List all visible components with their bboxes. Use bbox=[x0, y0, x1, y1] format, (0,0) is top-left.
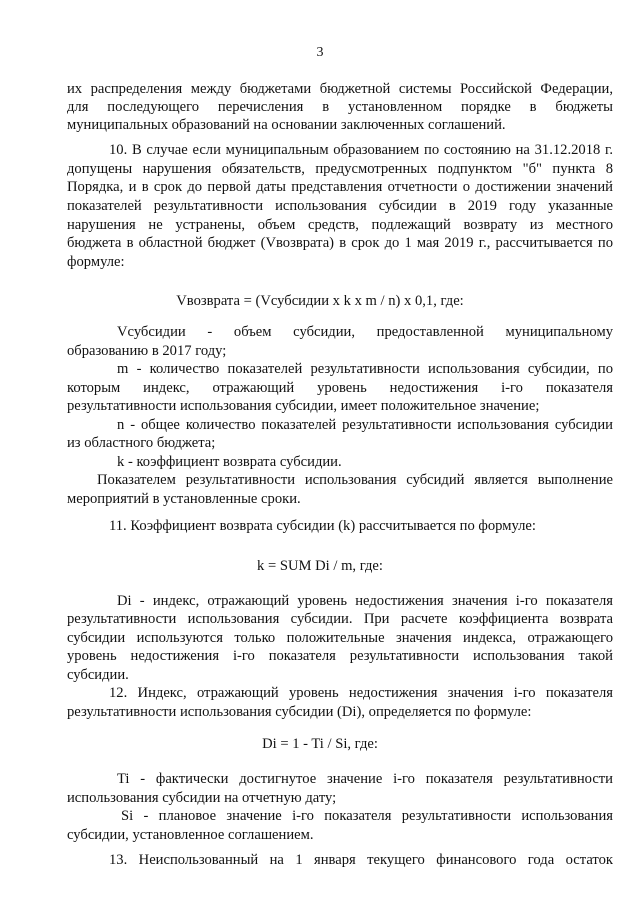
text-line: их распределения между бюджетами бюджетной системы Российской Федерации, bbox=[67, 81, 613, 97]
text-line: Si - плановое значение i-го показателя результативности использования bbox=[121, 808, 613, 824]
text-line: m - количество показателей результативности использования субсидии, по bbox=[117, 361, 613, 377]
text-line: допущены нарушения обязательств, предусмотренных подпунктом "б" пункта 8 bbox=[67, 161, 613, 177]
text-line: субсидии, установленное соглашением. bbox=[67, 827, 314, 843]
text-line: нарушения не устранены, объем средств, подлежащий возврату из местного bbox=[67, 217, 613, 233]
text-line: результативности использования субсидии. При расчете коэффициента возврата bbox=[67, 611, 613, 627]
text-line: субсидии используются только положительные значения индекса, отражающего bbox=[67, 630, 613, 646]
text-line: образованию в 2017 году; bbox=[67, 343, 227, 359]
text-line: 11. Коэффициент возврата субсидии (k) рассчитывается по формуле: bbox=[109, 518, 536, 534]
text-line: мероприятий в установленные сроки. bbox=[67, 491, 301, 507]
text-line: формуле: bbox=[67, 254, 125, 270]
text-line: Ti - фактически достигнутое значение i-го показателя результативности bbox=[117, 771, 613, 787]
text-line: результативности использования субсидии, имеет положительное значение; bbox=[67, 398, 540, 414]
formula-k: k = SUM Di / m, где: bbox=[257, 558, 383, 574]
text-line: бюджета в областной бюджет (Vвозврата) в срок до 1 мая 2019 г., рассчитывается по bbox=[67, 235, 613, 251]
text-line: субсидии. bbox=[67, 667, 129, 683]
text-line: муниципальных образований на основании заключенных соглашений. bbox=[67, 117, 506, 133]
text-line: 12. Индекс, отражающий уровень недостижения значения i-го показателя bbox=[109, 685, 613, 701]
text-line: показателей результативности использования субсидии в 2019 году указанные bbox=[67, 198, 613, 214]
text-line: для последующего перечисления в установленном порядке в бюджеты bbox=[67, 99, 613, 115]
text-line: из областного бюджета; bbox=[67, 435, 216, 451]
text-line: 10. В случае если муниципальным образованием по состоянию на 31.12.2018 г. bbox=[109, 142, 613, 158]
text-line: Di - индекс, отражающий уровень недостижения значения i-го показателя bbox=[117, 593, 613, 609]
text-line: Vсубсидии - объем субсидии, предоставленной муниципальному bbox=[117, 324, 613, 340]
text-line: использования субсидии на отчетную дату; bbox=[67, 790, 337, 806]
formula-v-return: Vвозврата = (Vсубсидии x k x m / n) x 0,1, где: bbox=[176, 293, 464, 309]
text-line: результативности использования субсидии (Di), определяется по формуле: bbox=[67, 704, 532, 720]
formula-di: Di = 1 - Ti / Si, где: bbox=[262, 736, 378, 752]
text-line: уровень недостижения i-го показателя результативности использования такой bbox=[67, 648, 613, 664]
page-number: 3 bbox=[316, 45, 324, 60]
text-line: 13. Неиспользованный на 1 января текущего финансового года остаток bbox=[109, 852, 613, 868]
text-line: Показателем результативности использования субсидий является выполнение bbox=[97, 472, 613, 488]
text-line: n - общее количество показателей результативности использования субсидии bbox=[117, 417, 613, 433]
text-line: k - коэффициент возврата субсидии. bbox=[117, 454, 342, 470]
text-line: которым индекс, отражающий уровень недостижения i-го показателя bbox=[67, 380, 613, 396]
text-line: Порядка, и в срок до первой даты представления отчетности о достижении значений bbox=[67, 179, 613, 195]
